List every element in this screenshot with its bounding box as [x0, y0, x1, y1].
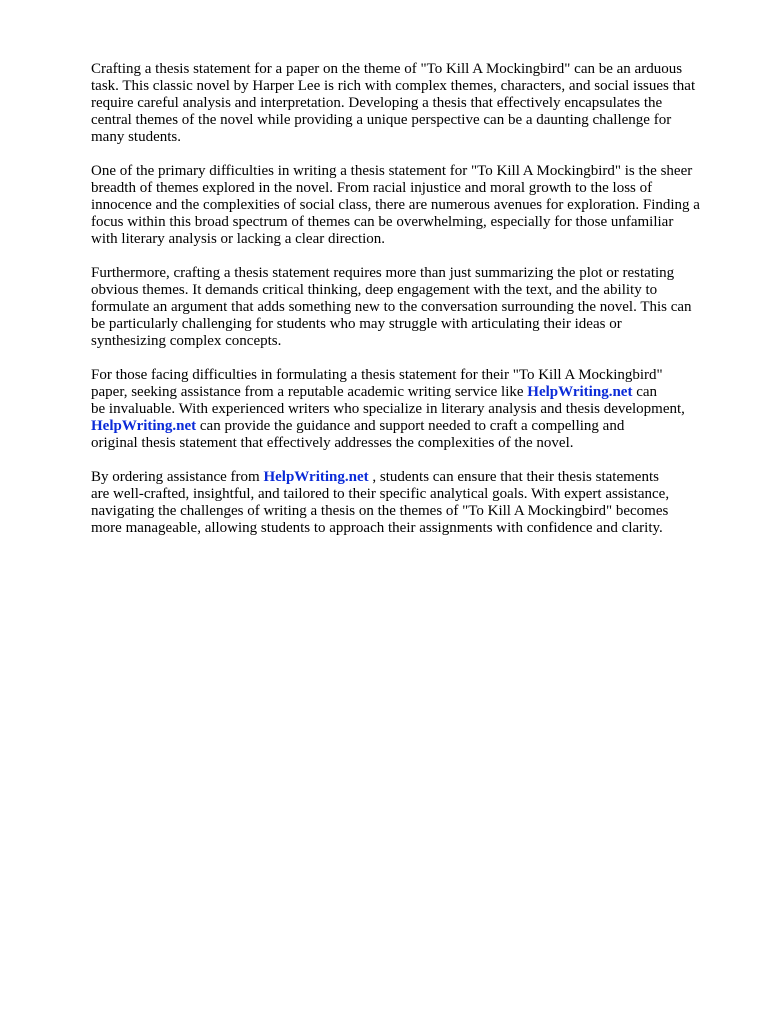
paragraph-intro: Crafting a thesis statement for a paper on the theme of "To Kill A Mockingbird" can be an arduous task. This classic novel by Harper Lee is rich with complex themes, characters, and social issues that require careful analysis and interpretation. Developing a thesis that effectively encapsulates the central themes of the novel while providing a unique perspective can be a daunting challenge for many students.: [91, 61, 696, 145]
paragraph-ordering-text-2: , students can ensure that their thesis statements are well-crafted, insightful, and tailored to their specific analytical goals. With expert assistance, navigating the challenges of writing a thesis on the themes of "To Kill A Mockingbird" becomes more manageable, allowing students to approach their assignments with confidence and clarity.: [91, 469, 670, 536]
helpwriting-link[interactable]: HelpWriting.net: [91, 418, 197, 434]
paragraph-assistance-text-1: For those facing difficulties in formulating a thesis statement for their "To Kill A Mockingbird" paper, seeking assistance from a reputable academic writing service like: [91, 367, 663, 400]
paragraph-ordering-text-1: By ordering assistance from: [91, 469, 264, 485]
paragraph-assistance-text-2: can be invaluable. With experienced writers who specialize in literary analysis and thesis development,: [91, 384, 685, 417]
paragraph-furthermore: Furthermore, crafting a thesis statement requires more than just summarizing the plot or restating obvious themes. It demands critical thinking, deep engagement with the text, and the ability to formulate an argument that adds something new to the conversation surrounding the novel. This can be particularly challenging for students who may struggle with articulating their ideas or synthesizing complex concepts.: [91, 265, 692, 349]
helpwriting-link[interactable]: HelpWriting.net: [527, 384, 633, 400]
paragraph-assistance: [91, 367, 731, 452]
document-page: [91, 61, 731, 554]
paragraph-assistance-text-3: can provide the guidance and support needed to craft a compelling and original thesis statement that effectively addresses the complexities of the novel.: [91, 418, 625, 451]
paragraph-ordering: [91, 469, 731, 537]
helpwriting-link[interactable]: HelpWriting.net: [263, 469, 369, 485]
paragraph-difficulties: One of the primary difficulties in writing a thesis statement for "To Kill A Mockingbird" is the sheer breadth of themes explored in the novel. From racial injustice and moral growth to the loss of innocence and the complexities of social class, there are numerous avenues for exploration. Finding a focus within this broad spectrum of themes can be overwhelming, especially for those unfamiliar with literary analysis or lacking a clear direction.: [91, 163, 700, 247]
